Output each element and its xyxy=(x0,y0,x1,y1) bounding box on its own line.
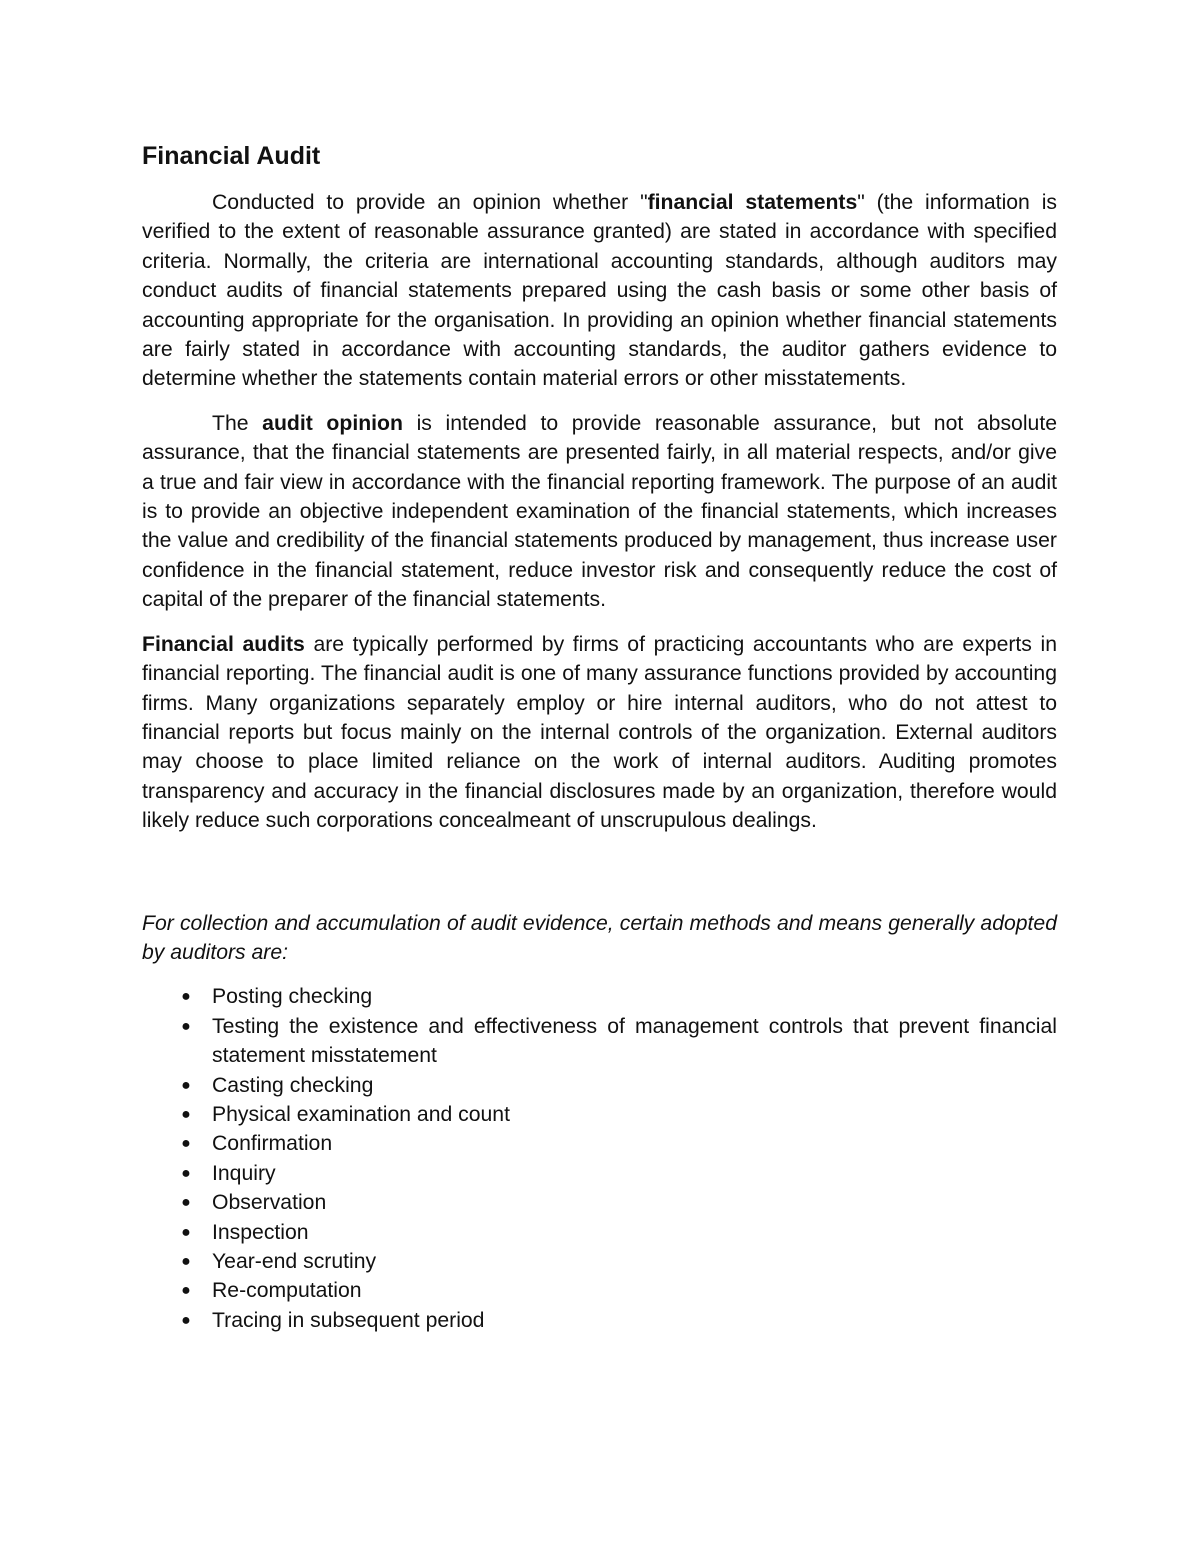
list-item-text: Confirmation xyxy=(212,1132,333,1156)
list-item xyxy=(142,1188,1057,1217)
list-item-text: Casting checking xyxy=(212,1073,374,1097)
paragraph-text: Conducted to provide an opinion whether " xyxy=(212,191,648,214)
list-item-text: Inquiry xyxy=(212,1161,276,1185)
bullet-icon: ● xyxy=(181,1253,191,1270)
bullet-icon: ● xyxy=(181,1194,191,1212)
paragraph-text: " (the information is verified to the extent of reasonable assurance granted) are stated in accordance with specified criteria. Normally, the criteria are international accounting standards, although auditors may conduct audits of financial statements prepared using the cash basis or some other basis of accounting appropriate for the organisation. In providing an opinion whether financial statements are fairly stated in accordance with accounting standards, the auditor gathers evidence to determine whether the statements contain material errors or other misstatements. xyxy=(142,191,1057,391)
list-item xyxy=(142,1159,1057,1188)
list-item-text: Tracing in subsequent period xyxy=(212,1308,485,1332)
list-item-text: Posting checking xyxy=(212,985,373,1009)
blank-line xyxy=(142,851,1057,909)
list-item-text: Re-computation xyxy=(212,1279,362,1303)
list-item xyxy=(142,1276,1057,1305)
list-item-text: Inspection xyxy=(212,1220,309,1244)
list-item xyxy=(142,1306,1057,1335)
list-item xyxy=(142,1071,1057,1100)
list-item xyxy=(142,1129,1057,1158)
bullet-icon: ● xyxy=(181,988,191,1006)
methods-list xyxy=(142,982,1057,1335)
paragraph-text: are typically performed by firms of practicing accountants who are experts in financial reporting. The financial audit is one of many assurance functions provided by accounting firms. Many organizations separately employ or hire internal auditors, who do not attest to financial reports but focus mainly on the internal controls of the organization. External auditors may choose to place limited reliance on the work of internal auditors. Auditing promotes transparency and accuracy in the financial disclosures made by an organization, therefore would likely reduce such corporations concealmeant of unscrupulous dealings. xyxy=(142,632,1057,833)
bullet-icon: ● xyxy=(181,1164,191,1182)
list-item xyxy=(142,1100,1057,1129)
document-page xyxy=(142,138,1057,1335)
list-item-text: Observation xyxy=(212,1191,327,1215)
bullet-icon: ● xyxy=(181,1017,191,1035)
bullet-icon: ● xyxy=(181,1105,191,1123)
list-item xyxy=(142,1012,1057,1071)
list-item xyxy=(142,1247,1057,1276)
methods-intro: For collection and accumulation of audit evidence, certain methods and means generally adopted by auditors are: xyxy=(142,911,1057,964)
bullet-icon: ● xyxy=(181,1076,191,1094)
paragraph-text: is intended to provide reasonable assurance, but not absolute assurance, that the financial statements are presented fairly, in all material respects, and/or give a true and fair view in accordance with the financial reporting framework. The purpose of an audit is to provide an objective independent examination of the financial statements, which increases the value and credibility of the financial statements produced by management, thus increase user confidence in the financial statement, reduce investor risk and consequently reduce the cost of capital of the preparer of the financial statements. xyxy=(142,411,1058,612)
paragraph-text: The xyxy=(212,411,263,435)
paragraph-audit-opinion xyxy=(142,409,1057,615)
list-item-text: Year-end scrutiny xyxy=(212,1250,377,1273)
bold-term: Financial audits xyxy=(142,632,305,656)
list-item-text: Testing the existence and effectiveness of management controls that prevent financial statement misstatement xyxy=(212,1014,1057,1068)
bullet-icon: ● xyxy=(181,1135,191,1153)
bullet-icon: ● xyxy=(181,1282,191,1300)
bold-term: financial statements xyxy=(647,191,858,214)
list-item xyxy=(142,982,1057,1011)
bold-term: audit opinion xyxy=(262,411,403,435)
list-item xyxy=(142,1218,1057,1247)
bullet-icon: ● xyxy=(181,1311,191,1329)
page-title: Financial Audit xyxy=(142,142,321,170)
bullet-icon: ● xyxy=(181,1223,191,1241)
paragraph-financial-statements xyxy=(142,188,1057,394)
paragraph-financial-audits xyxy=(142,630,1057,836)
list-item-text: Physical examination and count xyxy=(212,1102,510,1126)
